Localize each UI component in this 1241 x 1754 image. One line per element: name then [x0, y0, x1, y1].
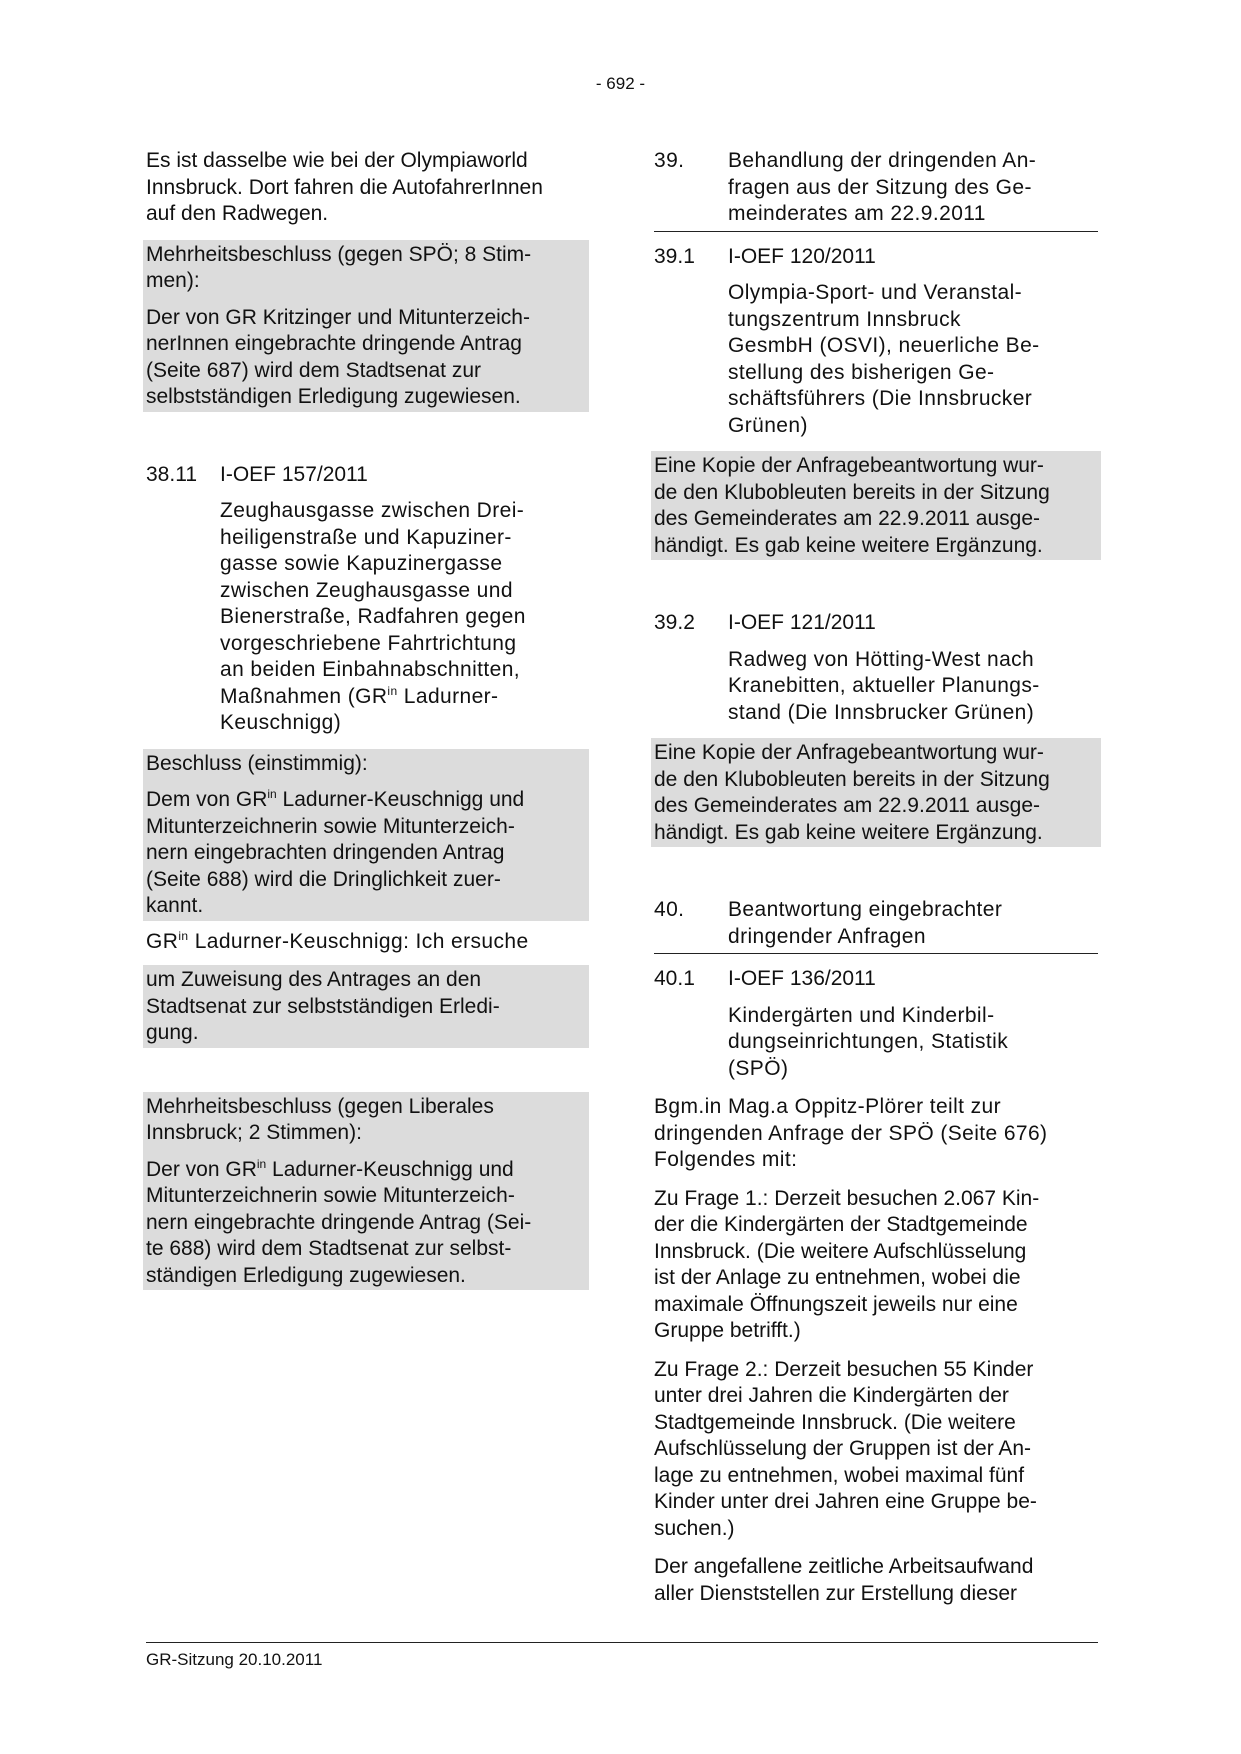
resolution-text: Dem von $GR^{in}$ Ladurner-Keuschnigg und Mitunterzeichnerin sowie Mitunterzeich- nern eingebrachten dringenden Antrag (Seite 688) wird die Dringlichkeit zuer- kannt.	[146, 787, 525, 917]
answer-workload: Der angefallene zeitliche Arbeitsaufwand aller Dienststellen zur Erstellung dieser	[654, 1555, 1034, 1605]
resolution-title: Mehrheitsbeschluss (gegen SPÖ; 8 Stim- men):	[146, 242, 532, 292]
speaker-request-box: um Zuweisung des Antrages an den Stadtsenat zur selbstständigen Erledi- gung.	[143, 965, 589, 1048]
item-number: 38.11	[146, 462, 197, 486]
answer-question-2: Zu Frage 2.: Derzeit besuchen 55 Kinder unter drei Jahren die Kindergärten der Stadtgemeinde Innsbruck. (Die weitere Aufschlüsselung der Gruppen ist der An- lage zu entnehmen, wobei maximal fünf Kinder unter drei Jahren eine Gruppe be- suchen.)	[654, 1357, 1037, 1540]
item-number: 39.2	[654, 611, 695, 634]
footer-text: GR-Sitzung 20.10.2011	[146, 1650, 323, 1669]
intro-paragraph: Es ist dasselbe wie bei der Olympiaworld Innsbruck. Dort fahren die AutofahrerInnen auf den Radwegen.	[146, 149, 543, 225]
footer-rule	[146, 1642, 1098, 1643]
resolution-box-3	[143, 1092, 589, 1291]
left-column	[146, 148, 586, 1290]
item-40-1-title: Kindergärten und Kinderbil- dungseinrichtungen, Statistik (SPÖ)	[728, 1003, 1009, 1080]
item-39-2-header	[654, 610, 1098, 637]
resolution-title: Mehrheitsbeschluss (gegen Liberales Innsbruck; 2 Stimmen):	[146, 1094, 494, 1144]
answer-note-box-2: Eine Kopie der Anfragebeantwortung wur- de den Klubobleuten bereits in der Sitzung des Gemeinderates am 22.9.2011 ausge- händigt. Es gab keine weitere Ergänzung.	[651, 738, 1101, 847]
item-number: 39.1	[654, 244, 695, 268]
item-40-1-header	[654, 966, 1098, 993]
item-39-2-title: Radweg von Hötting-West nach Kranebitten, aktueller Planungs- stand (Die Innsbrucker Grünen)	[728, 647, 1040, 724]
resolution-title: Beschluss (einstimmig):	[146, 751, 368, 775]
item-number: 40.1	[654, 967, 695, 990]
section-39-heading	[654, 148, 1098, 232]
item-reference: I-OEF 120/2011	[728, 244, 876, 268]
section-40-heading	[654, 897, 1098, 954]
answer-intro: Bgm.in Mag.a Oppitz-Plörer teilt zur dringenden Anfrage der SPÖ (Seite 676) Folgendes mit:	[654, 1095, 1048, 1171]
section-number: 39.	[654, 149, 685, 172]
resolution-box-1	[143, 240, 589, 412]
item-reference: I-OEF 121/2011	[728, 611, 876, 634]
page-number: - 692 -	[595, 74, 646, 93]
item-reference: I-OEF 136/2011	[728, 967, 876, 990]
speaker-line: $GR^{in}$ Ladurner-Keuschnigg: Ich ersuche	[146, 928, 529, 953]
section-title: Beantwortung eingebrachter dringender Anfragen	[728, 898, 1003, 948]
item-reference: I-OEF 157/2011	[220, 462, 368, 486]
item-38-11-header	[146, 462, 586, 489]
item-39-1-header	[654, 244, 1098, 271]
resolution-text: Der von GR Kritzinger und Mitunterzeich- nerInnen eingebrachte dringende Antrag (Seite 687) wird dem Stadtsenat zur selbstständigen Erledigung zugewiesen.	[146, 305, 530, 408]
section-title: Behandlung der dringenden An- fragen aus der Sitzung des Ge- meinderates am 22.9.2011	[728, 149, 1037, 225]
right-column	[654, 148, 1098, 1619]
resolution-text: Der von $GR^{in}$ Ladurner-Keuschnigg und Mitunterzeichnerin sowie Mitunterzeich- nern eingebrachte dringende Antrag (Sei- te 688) wird dem Stadtsenat zur selbst- ständigen Erledigung zugewiesen.	[146, 1156, 532, 1287]
answer-note-box-1: Eine Kopie der Anfragebeantwortung wur- de den Klubobleuten bereits in der Sitzung des Gemeinderates am 22.9.2011 ausge- händigt. Es gab keine weitere Ergänzung.	[651, 451, 1101, 560]
answer-question-1: Zu Frage 1.: Derzeit besuchen 2.067 Kin- der die Kindergärten der Stadtgemeinde Innsbruck. (Die weitere Aufschlüsselung ist der Anlage zu entnehmen, wobei die maximale Öffnungszeit jeweils nur eine Gruppe betrifft.)	[654, 1186, 1040, 1342]
item-39-1-title: Olympia-Sport- und Veranstal- tungszentrum Innsbruck GesmbH (OSVI), neuerliche Be- stellung des bisherigen Ge- schäftsführers (Die Innsbrucker Grünen)	[728, 281, 1040, 437]
section-number: 40.	[654, 898, 685, 921]
resolution-box-2	[143, 749, 589, 921]
item-38-11-title: Zeughausgasse zwischen Drei- heiligenstraße und Kapuziner- gasse sowie Kapuzinergasse zwischen Zeughausgasse und Bienerstraße, Radfahren gegen vorgeschriebene Fahrtrichtung an beiden Einbahnabschnitten, Maßnahmen ($GR^{in}$ Ladurner- Keuschnigg)	[220, 499, 526, 734]
